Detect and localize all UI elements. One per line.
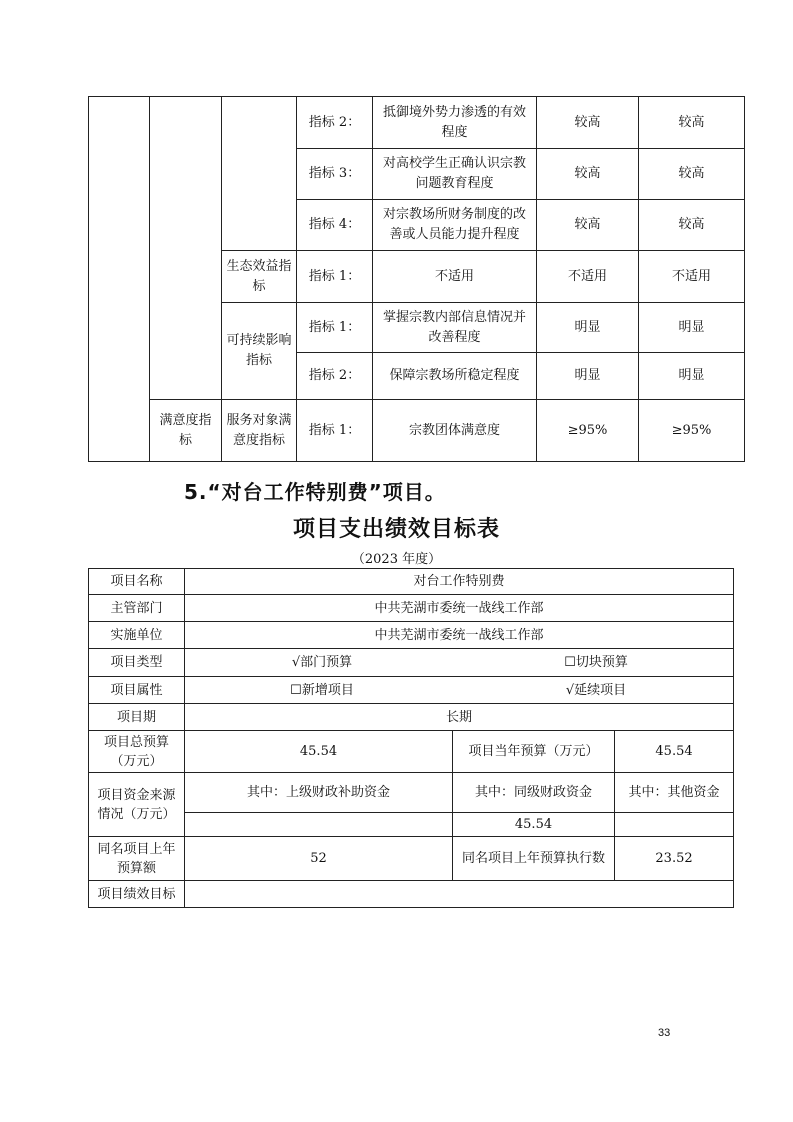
- table-row: [89, 881, 734, 908]
- table-row: [89, 400, 745, 462]
- indicator-target: 明显: [537, 353, 639, 400]
- table-row: [89, 569, 734, 595]
- form-value: 23.52: [615, 837, 734, 881]
- form-value: 长期: [185, 704, 734, 731]
- form-value: 52: [185, 837, 453, 881]
- indicator-label: 指标 2：: [297, 353, 373, 400]
- indicator-content: 抵御境外势力渗透的有效程度: [373, 97, 537, 149]
- indicator-label: 指标 2：: [297, 97, 373, 149]
- form-options: [185, 649, 734, 677]
- attr-option-new: ☐新增项目: [290, 682, 354, 698]
- indicator-value: ≥95%: [639, 400, 745, 462]
- form-label: 项目期: [89, 704, 185, 731]
- year-label: （2023 年度）: [351, 552, 442, 567]
- table-row: [89, 813, 734, 837]
- form-label: 项目绩效目标: [89, 881, 185, 908]
- sub-category: 服务对象满意度指标: [222, 400, 297, 462]
- form-value: 中共芜湖市委统一战线工作部: [185, 622, 734, 649]
- form-options: [185, 677, 734, 704]
- form-value: 45.54: [185, 731, 453, 773]
- fund-value: [615, 813, 734, 837]
- fund-value: 45.54: [453, 813, 615, 837]
- type-option-block: ☐切块预算: [564, 655, 628, 670]
- indicator-target: ≥95%: [537, 400, 639, 462]
- form-label: 项目类型: [89, 649, 185, 677]
- table-row: [89, 595, 734, 622]
- form-value: [185, 881, 734, 908]
- indicator-label: 指标 4：: [297, 200, 373, 251]
- table-title: 项目支出绩效目标表: [292, 517, 500, 542]
- table-row: [89, 704, 734, 731]
- form-value: 中共芜湖市委统一战线工作部: [185, 595, 734, 622]
- level2-category: 满意度指标: [150, 400, 222, 462]
- indicator-content: 不适用: [373, 251, 537, 303]
- form-value: 45.54: [615, 731, 734, 773]
- table-row: [89, 677, 734, 704]
- indicator-target: 不适用: [537, 251, 639, 303]
- indicator-value: 较高: [639, 97, 745, 149]
- indicator-label: 指标 1：: [297, 251, 373, 303]
- indicator-target: 较高: [537, 97, 639, 149]
- form-label: 项目资金来源情况（万元）: [89, 773, 185, 837]
- section-heading: 5.“对台工作特别费”项目。: [184, 480, 446, 504]
- indicator-value: 不适用: [639, 251, 745, 303]
- indicator-label: 指标 1：: [297, 303, 373, 353]
- sub-category: 生态效益指标: [222, 251, 297, 303]
- table-row: [89, 731, 734, 773]
- table-row: [89, 773, 734, 813]
- table-row: [89, 837, 734, 881]
- page-number: 33: [658, 1027, 671, 1039]
- indicator-value: 较高: [639, 149, 745, 200]
- indicator-value: 明显: [639, 303, 745, 353]
- performance-indicator-table: [88, 96, 745, 462]
- form-label: 项目总预算（万元）: [89, 731, 185, 773]
- level1-cell: [89, 97, 150, 462]
- table-row: [89, 622, 734, 649]
- form-value: 对台工作特别费: [185, 569, 734, 595]
- sub-category: 可持续影响指标: [222, 303, 297, 400]
- project-performance-form: [88, 568, 734, 908]
- level2-cell: [150, 97, 222, 400]
- indicator-content: 对宗教场所财务制度的改善或人员能力提升程度: [373, 200, 537, 251]
- fund-value: [185, 813, 453, 837]
- table-row: [89, 649, 734, 677]
- indicator-label: 指标 3：: [297, 149, 373, 200]
- indicator-value: 明显: [639, 353, 745, 400]
- indicator-value: 较高: [639, 200, 745, 251]
- form-label: 同名项目上年预算执行数: [453, 837, 615, 881]
- level3-cell: [222, 97, 297, 251]
- indicator-content: 宗教团体满意度: [373, 400, 537, 462]
- indicator-target: 较高: [537, 200, 639, 251]
- form-label: 同名项目上年预算额: [89, 837, 185, 881]
- form-label: 主管部门: [89, 595, 185, 622]
- attr-option-continued: √延续项目: [565, 682, 627, 698]
- indicator-label: 指标 1：: [297, 400, 373, 462]
- fund-header: 其中：其他资金: [615, 773, 734, 813]
- type-option-dept: √部门预算: [291, 655, 353, 670]
- indicator-target: 较高: [537, 149, 639, 200]
- indicator-content: 掌握宗教内部信息情况并改善程度: [373, 303, 537, 353]
- fund-header: 其中：上级财政补助资金: [185, 773, 453, 813]
- form-label: 实施单位: [89, 622, 185, 649]
- form-label: 项目名称: [89, 569, 185, 595]
- fund-header: 其中：同级财政资金: [453, 773, 615, 813]
- form-label: 项目属性: [89, 677, 185, 704]
- form-label: 项目当年预算（万元）: [453, 731, 615, 773]
- indicator-content: 对高校学生正确认识宗教问题教育程度: [373, 149, 537, 200]
- indicator-target: 明显: [537, 303, 639, 353]
- indicator-content: 保障宗教场所稳定程度: [373, 353, 537, 400]
- table-row: [89, 97, 745, 149]
